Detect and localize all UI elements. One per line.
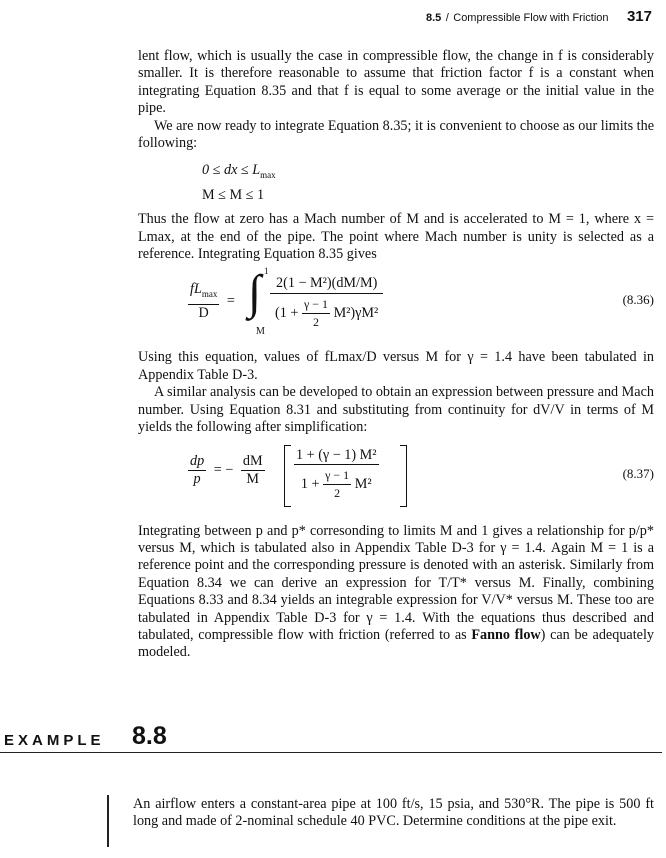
lhs-fraction: $\frac{dp}{p}$ — [190, 452, 205, 487]
example-side-bar — [107, 795, 109, 847]
integration-limits — [202, 160, 654, 205]
example-label: EXAMPLE — [4, 732, 105, 749]
limit-dx: 0 ≤ dx ≤ L — [202, 162, 261, 179]
example-rule — [0, 752, 662, 753]
lhs-fraction: $\frac{fL_{max}}{D}$ — [190, 281, 218, 321]
equals-sign: = — [226, 293, 235, 310]
integral-sign: ∫ — [248, 266, 262, 320]
section-number: 8.5 — [425, 12, 442, 24]
equals-sign: = − — [213, 461, 234, 478]
example-problem-text: An airflow enters a constant-area pipe at 100 ft/s, 15 psia, and 530°R. The pipe is 500 ft long and made of 2-nominal schedule 40 PVC. Determine conditions at the pipe exit. — [133, 796, 654, 830]
integrand-fraction: 2(1 − M²)(dM/M) (1 + $\frac{\gamma - 1}{2}$ M²)γM² — [270, 275, 383, 331]
equation-number: (8.37) — [622, 465, 654, 481]
paragraph: Thus the flow at zero has a Mach number of M and is accelerated to M = 1, where x = Lmax, at the end of the pipe. The point where Mach number is unity is selected as a reference. Integrating Equation 8.35 gives — [138, 211, 654, 263]
page-number: 317 — [626, 8, 652, 25]
paragraph: lent flow, which is usually the case in compressible flow, the change in f is considerably smaller. It is therefore reasonable to assume that friction factor f is a constant when integrating Equation 8.35 and that f is equal to some average or the initial value in the pipe. — [138, 48, 654, 117]
equation-8-36 — [138, 266, 654, 341]
bracket-right — [400, 445, 407, 507]
lower-limit: M — [256, 326, 265, 338]
header-separator: / — [445, 12, 449, 24]
main-text — [138, 48, 654, 662]
paragraph: Using this equation, values of fLmax/D versus M for γ = 1.4 have been tabulated in Appendix Table D-3. — [138, 349, 654, 383]
dm-over-m: $\frac{dM}{M}$ — [242, 452, 263, 487]
bracket-left — [284, 445, 291, 507]
running-header — [0, 8, 652, 26]
upper-limit: 1 — [264, 266, 269, 277]
limit-mach: M ≤ M ≤ 1 — [202, 187, 265, 204]
limit-dx-sub: max — [260, 170, 276, 181]
equation-number: (8.36) — [622, 292, 654, 308]
bracket-fraction: 1 + (γ − 1) M² 1 + $\frac{\gamma - 1}{2}$ M² — [296, 446, 377, 501]
example-number: 8.8 — [132, 722, 167, 750]
section-title: Compressible Flow with Friction — [453, 12, 609, 24]
paragraph: Integrating between p and p* corresonding to limits M and 1 gives a relationship for p/p* versus M, which is tabulated also in Appendix Table D-3 for γ = 1.4. Again M = 1 is a reference point and the corresponding pressure is denoted with an asterisk. Similarly from Equation 8.34 we can derive an expression for T/T* versus M. Finally, combining Equations 8.33 and 8.34 yields an integrable expression for V/V* versus M. These too are tabulated in Appendix Table D-3 for γ = 1.4. With the equations thus described and tabulated, compressible flow with friction (referred to as Fanno flow) can be adequately modeled. — [138, 522, 654, 661]
fanno-flow-term: Fanno flow — [471, 626, 541, 643]
paragraph: We are now ready to integrate Equation 8.35; it is convenient to choose as our limits the following: — [138, 117, 654, 152]
equation-8-37 — [138, 443, 654, 513]
paragraph: A similar analysis can be developed to obtain an expression between pressure and Mach number. Using Equation 8.31 and substituting from continuity for dV/V in terms of M yields the following after simplification: — [138, 384, 654, 436]
